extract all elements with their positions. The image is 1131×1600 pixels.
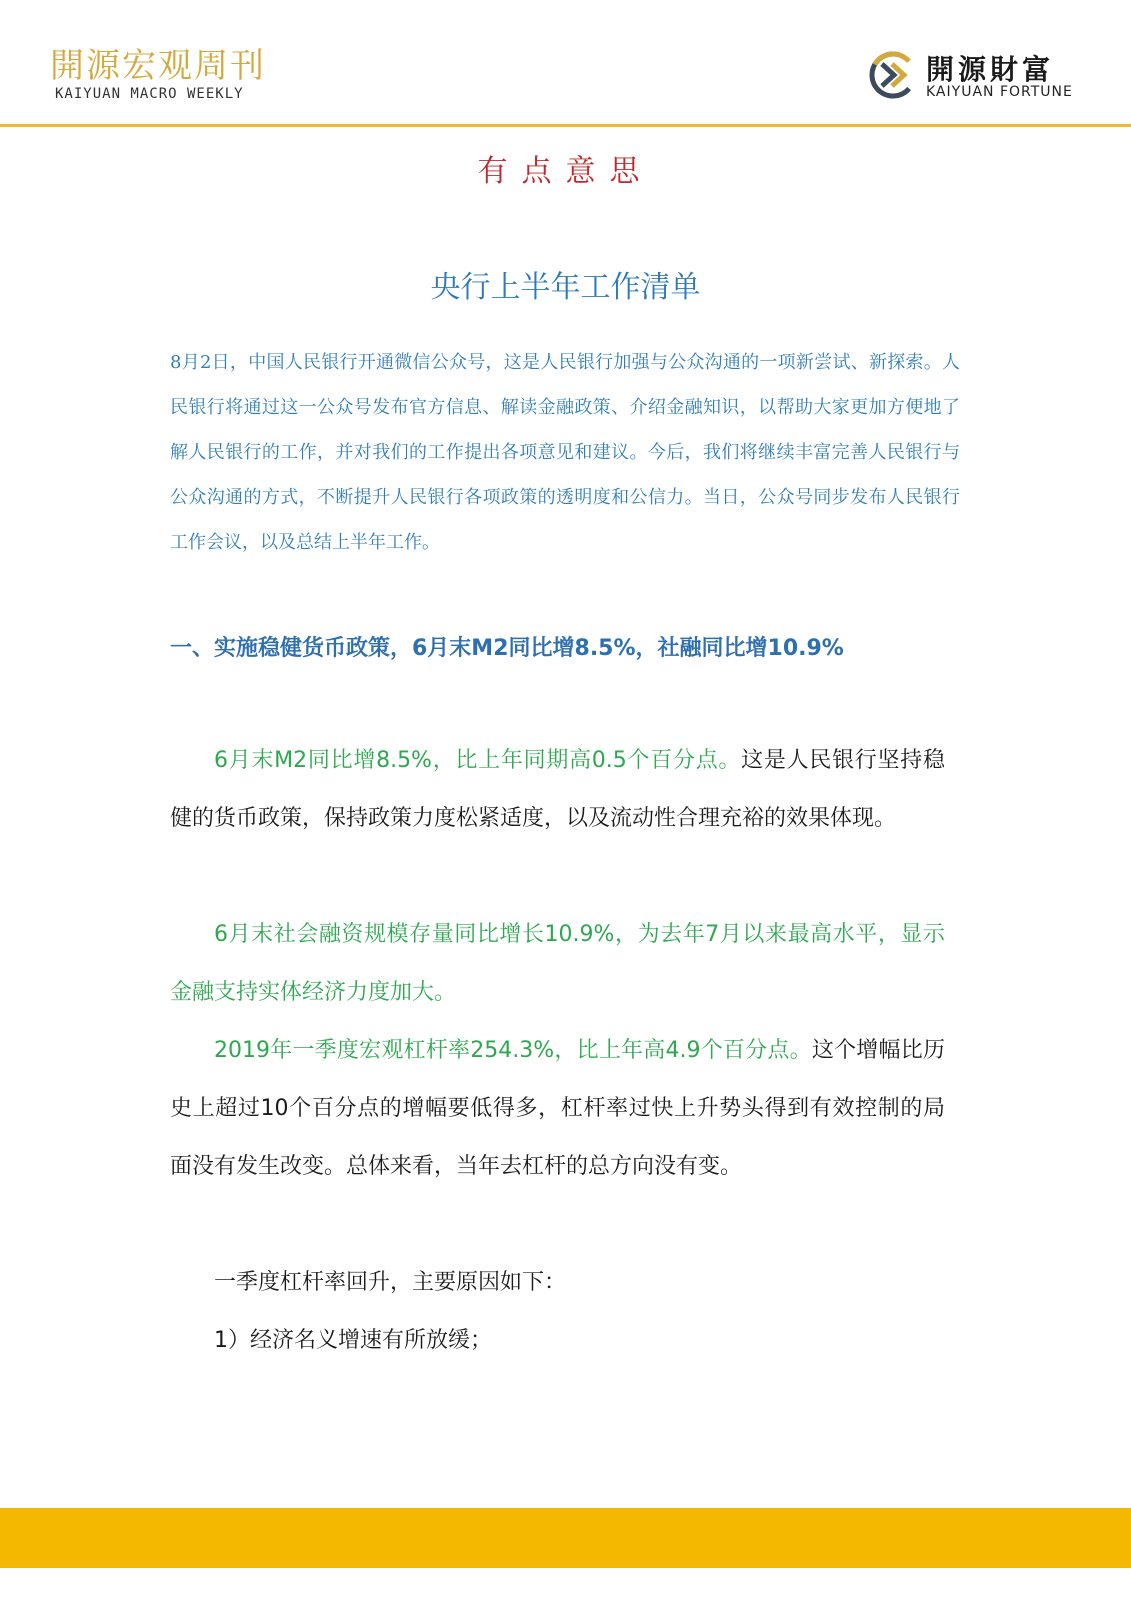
paragraph-reason-1: 1）经济名义增速有所放缓； <box>214 1328 492 1353</box>
company-logo <box>868 48 1108 104</box>
logo-text-cn: 開源財富 <box>926 53 1055 86</box>
intro-paragraph: 8月2日，中国人民银行开通微信公众号，这是人民银行加强与公众沟通的一项新尝试、新探索。人民银行将通过这一公众号发布官方信息、解读金融政策、介绍金融知识，以帮助大家更加方便地了解人民银行的工作，并对我们的工作提出各项意见和建议。今后，我们将继续丰富完善人民银行与公众沟通的方式，不断提升人民银行各项政策的透明度和公信力。当日，公众号同步发布人民银行工作会议，以及总结上半年工作。 <box>170 352 960 553</box>
footer-bar <box>0 1508 1131 1568</box>
paragraph-m2-highlight: 6月末M2同比增8.5%，比上年同期高0.5个百分点。 <box>214 748 742 773</box>
section-tag: 有点意思 <box>477 154 654 189</box>
section-heading: 一、实施稳健货币政策，6月末M2同比增8.5%，社融同比增10.9% <box>170 636 844 661</box>
article-title: 央行上半年工作清单 <box>430 270 701 305</box>
brand-title-en: KAIYUAN MACRO WEEKLY <box>55 86 244 102</box>
paragraph-social-financing-highlight: 6月末社会融资规模存量同比增长10.9%，为去年7月以来最高水平，显示金融支持实体经济力度加大。 <box>170 922 945 1005</box>
paragraph-leverage-body: 这个增幅比历史上超过10个百分点的增幅要低得多，杠杆率过快上升势头得到有效控制的局面没有发生改变。总体来看，当年去杠杆的总方向没有变。 <box>170 1038 945 1179</box>
kaiyuan-logo-icon <box>868 50 918 100</box>
header-divider <box>0 124 1131 127</box>
paragraph-leverage-highlight: 2019年一季度宏观杠杆率254.3%，比上年高4.9个百分点。 <box>214 1038 812 1063</box>
paragraph-reasons-intro: 一季度杠杆率回升，主要原因如下： <box>214 1270 567 1295</box>
paragraph-leverage <box>170 1022 945 1196</box>
paragraph-m2 <box>170 732 945 848</box>
paragraph-social-financing <box>170 906 945 1022</box>
page-header <box>0 0 1131 126</box>
logo-text-en: KAIYUAN FORTUNE <box>926 84 1073 100</box>
paragraph-m2-body: 这是人民银行坚持稳健的货币政策，保持政策力度松紧适度，以及流动性合理充裕的效果体现。 <box>170 748 945 831</box>
brand-title-cn: 開源宏观周刊 <box>50 46 266 86</box>
